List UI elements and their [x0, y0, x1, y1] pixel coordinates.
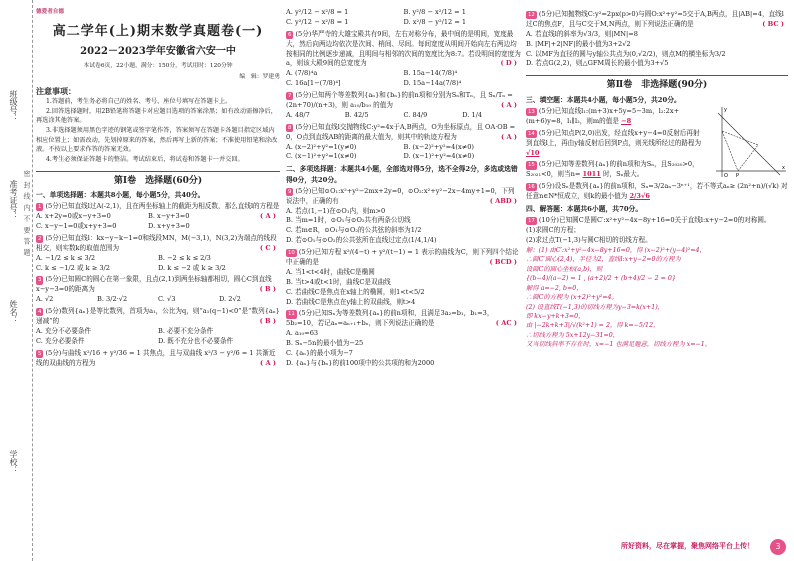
question-number: 6: [288, 31, 292, 38]
option: C. 84/9: [403, 110, 428, 119]
option: C. k ≤ −1/2 或 k ≥ 3/2: [36, 263, 110, 272]
answer-mark: ( ABD ): [489, 196, 517, 205]
question-text: (5分)已知直线l过A(-2,1)，且在两坐标轴上的截距为相反数，那么直线l的方程是: [45, 202, 280, 211]
question-12: [526, 10, 788, 69]
question-number: 17: [528, 218, 535, 225]
option: B. (x−2)²+y²=4(x≠0): [403, 142, 474, 151]
option: B. 当m=1时，⊙O₁与⊙O₂共有两条公切线: [286, 216, 411, 225]
solution-line: 解：(1) 由C′:x²+y²−4x−8y+16=0，得 (x−2)²+(y−4)²=4，: [526, 246, 706, 254]
option: D. x+y+3=0: [148, 222, 190, 230]
question-text: (5分)已知Sₙ为等差数列{aₙ}的前n项和，且满足3a₂=b₁，b₁=3，5b₂=10，若记aₙ=aₙ₊₁+bₙ，则下列说法正确的是: [286, 309, 494, 328]
school-label: 学校：: [9, 450, 18, 474]
question-2: [36, 234, 280, 274]
page-subtitle: 2022－2023学年安徽省六安一中: [80, 45, 236, 57]
part-3-heading: 三、填空题：本题共4小题，每小题5分，共20分。: [526, 95, 681, 104]
note-item: 1.答题前，考生务必将自己的姓名、考号、座位号填写在答题卡上。: [46, 98, 232, 106]
id-label: 准考证号：: [9, 180, 18, 220]
header-tag: 德爱者自德: [36, 9, 64, 15]
question-number: 12: [528, 12, 535, 18]
solution-line: {(b−4)/(a−2) = 1 , (a+2)/2 + (b+4)/2 − 2 = 0}: [526, 275, 676, 283]
option: B. 必要不充分条件: [158, 326, 214, 335]
option: B. 15a−14(7/8)⁴: [403, 69, 458, 78]
question-tail: 时，Sₙ最大。: [602, 170, 644, 179]
question-number: 9: [288, 188, 292, 195]
svg-text:y: y: [724, 107, 727, 114]
option: D. (x−1)²+y²=4(x≠0): [403, 152, 475, 161]
option: B. Sₙ−5n的最小值为−25: [286, 339, 364, 348]
option: A. 若点(1,−1)在⊙O₁内，则m>0: [286, 206, 386, 215]
sub-question: (1)求圆C的方程；: [526, 226, 580, 235]
option: C. 充分必要条件: [36, 336, 85, 345]
question-text: (5分)华严寺的大雄宝殿共有9间，左右对称分布，最中间的是明间，宽度最大，然后向两边均依次是次间、梢间、尽间。每间宽度从明间开始向左右两边均按相同的比例逐步递减，且明间与相邻的次间的宽度比为8:7。若设明间的宽度为a，则该大殿9间的总宽度为: [286, 29, 521, 68]
option: A. (7/8)⁴a: [286, 69, 318, 78]
option: B. 42/5: [344, 110, 369, 119]
svg-text:x: x: [782, 165, 785, 172]
solution-line: ∴切线方程为 5x+12y−31=0，: [526, 331, 620, 339]
question-5-options: [286, 8, 521, 28]
question-1: [36, 202, 280, 232]
part-4-heading: 四、解答题：本题共6小题，共70分。: [526, 205, 643, 214]
page-title: 高二学年(上)期末数学真题卷(一): [52, 24, 264, 40]
solution-line: 即 kx−y+k+3=0，: [526, 312, 585, 320]
part-1-heading: 一、单项选择题：本题共8小题，每小题5分，共40分。: [36, 191, 205, 200]
option: C. √3: [158, 295, 176, 304]
option: C. 16a[1−(7/8)⁴]: [286, 79, 341, 88]
handwritten-solution: [526, 246, 788, 350]
option: A. √2: [36, 295, 54, 304]
svg-text:P: P: [736, 173, 740, 180]
answer-mark: ( B ): [259, 285, 276, 294]
option: D. 若曲线C是焦点在y轴上的双曲线，则t>4: [286, 297, 416, 306]
option: A. x+2y=0或x−y+3=0: [36, 212, 111, 221]
answer-blank: 1011: [582, 170, 601, 179]
option: A. −1/2 ≤ k ≤ 3/2: [36, 253, 96, 262]
question-number: 15: [528, 162, 535, 169]
solution-line: 设圆C的圆心坐标(a,b)，则: [526, 265, 603, 273]
question-number: 3: [38, 277, 42, 284]
answer-mark: ( A ): [501, 132, 517, 141]
question-3: [36, 275, 280, 305]
editor-line: 编 辑：罗建勇: [239, 73, 280, 80]
section-1-title: 第Ⅰ卷 选择题(60分): [36, 171, 280, 189]
option: B. x−y+3=0: [148, 212, 190, 221]
page-number-badge: 3: [770, 539, 786, 555]
option: D. 若点G(2,2)，则△GFM周长的最小值为3+√5: [526, 59, 669, 68]
exam-meta: 本试卷6页，22小题，满分：150分，考试用时：120分钟: [83, 62, 233, 69]
note-item: 4.考生必须保证答题卡的整洁。考试结束后，将试卷和答题卡一并交回。: [46, 155, 244, 163]
solution-line: 又当切线斜率不存在时，x=−1 也满足题意，切线方程为 x=−1。: [526, 341, 712, 349]
question-17: [526, 216, 788, 246]
sub-question: (2)求过点T(−1,3)与圆C相切的切线方程。: [526, 236, 652, 245]
question-number: 4: [38, 309, 42, 316]
question-10: [286, 248, 521, 307]
question-6: [286, 30, 521, 89]
question-text: (5分)已知直线l：kx−y−k−1=0和线段MN，M(−3,1)，N(3,2)为端点的线段相交，则实数k的取值范围为: [36, 233, 277, 252]
option: A. 充分不必要条件: [36, 326, 92, 335]
answer-mark: ( AC ): [495, 319, 517, 328]
option: D. 1/4: [462, 110, 483, 119]
option: D. x²/8 − y²/12 = 1: [403, 17, 467, 26]
svg-text:O: O: [724, 173, 728, 180]
option: A. 48/7: [286, 110, 310, 119]
part-2-heading: 二、多项选择题：本题共4小题，全部选对得5分，选不全得2分，多选或选错得0分，共20分。: [286, 165, 518, 184]
column-3: [526, 8, 788, 350]
question-text: (10分)已知圆C是圆C′:x²+y²−4x−8y+16=0关于直线l:x+y−2=0的对称圆。: [538, 216, 771, 225]
option: C. 以MF为直径的圆与y轴公共点为(0,√2/2)，则点M的横坐标为3/2: [526, 49, 726, 58]
solution-line: ∴圆C的方程为 (x+2)²+y²=4。: [526, 294, 618, 302]
question-number: 14: [528, 130, 535, 137]
answer-blank: √10: [526, 148, 540, 157]
class-label: 班级号：: [9, 90, 18, 122]
question-text: (5分)已知等差数列{aₙ}的前n项和为Sₙ，且S₂₀₂₀>0，S₂₀₂₁<0，则当n=: [526, 160, 699, 179]
option: C. 若m∈R，⊙O₁与⊙O₂的公共弦的斜率为1/2: [286, 226, 422, 235]
question-number: 8: [288, 124, 292, 131]
question-text: (5分)已知直线l交抛物线C:y²=4x于A,B两点，O为坐标原点，且 OA·OB = 0，O点到直线AB的距离的最大值为，则其中的轨迹方程为: [286, 122, 516, 141]
question-11: [286, 309, 521, 368]
option: C. y²/12 − x²/8 = 1: [286, 17, 349, 26]
option: C. (x−1)²+y²=1(x≠0): [286, 152, 357, 161]
answer-mark: ( A ): [260, 212, 276, 221]
question-number: 11: [288, 311, 295, 318]
answer-mark: ( BCD ): [489, 257, 517, 266]
option: D. 若⊙O₁与⊙O₂的公共弦所在直线过定点(1/4,1/4): [286, 236, 437, 245]
option: D. 既不充分也不必要条件: [158, 336, 234, 345]
question-text: (5分)已知直线l₁:(m+3)x+5y=5−3m，l₂:2x+(m+6)y=8，l₁∥l₂，则m的值是: [526, 107, 680, 125]
name-label: 姓名：: [9, 300, 18, 324]
note-item: 2.回答选择题时，用2B铅笔将答题卡对应题目选项的答案涂黑；如有改动需擦净后，再选涂其他答案。: [36, 107, 277, 125]
question-number: 10: [288, 250, 295, 257]
option: B. −2 ≤ k ≤ 2/3: [158, 253, 211, 262]
question-text: (5分)已知圆C的圆心在第一象限，且点(2,1)到两坐标轴都相切，圆心C到直线x−y−3=0的距离为: [36, 275, 272, 294]
option: D. 2√2: [219, 295, 241, 304]
question-number: 7: [288, 93, 292, 100]
option: A. (x−2)²+y²=1(y≠0): [286, 142, 357, 151]
footer-slogan: 所好资料，尽在掌握，聚焦网络平台上传！: [621, 541, 754, 550]
answer-blank: −8: [621, 116, 632, 125]
answer-blank: 2/3√6: [629, 192, 650, 201]
binding-strip: [0, 0, 33, 561]
question-16: [526, 182, 788, 202]
option: B. |MF|+2|NF|的最小值为3+2√2: [526, 39, 631, 48]
answer-mark: ( A ): [501, 101, 517, 110]
question-text: (5分)已知两个等差数列{aₙ}和{bₙ}的前n项和分别为Sₙ和Tₙ，且 Sₙ/Tₙ = (2n+70)/(n+3)，则 a₁₀/b₁₀ 的值为: [286, 91, 513, 110]
option: A. a₁₀=63: [286, 329, 319, 338]
option: D. 15a−14a(7/8)⁴: [403, 79, 462, 88]
question-4: [36, 307, 280, 347]
question-8: [286, 123, 521, 163]
column-1: [36, 8, 280, 368]
solution-line: 由 |−2k+k+3|/√(k²+1) = 2，得 k=−5/12，: [526, 322, 660, 330]
option: B. 3/2·√2: [97, 295, 128, 304]
notes-heading: 注意事项：: [36, 86, 76, 97]
question-7: [286, 91, 521, 121]
option: D. {aₙ}与{bₙ}的前100项中的公共项的和为2000: [286, 358, 435, 367]
question-number: 16: [528, 184, 535, 191]
note-item: 3.非选择题须用黑色字迹的钢笔或签字笔作答，答案须写在答题卡各题目指定区域内相应位置上；如需改动，先划掉原来的答案，然后再写上新的答案；不准使用铅笔和涂改液。不按以上要求作答的答案无效。: [36, 127, 278, 154]
question-text: (5分)已知⊙O₁:x²+y²−2mx+2y=0，⊙O₂:x²+y²−2x−4my+1=0，下列说法中，正确的有: [286, 186, 515, 205]
option: C. {aₙ}的最小项为−7: [286, 348, 353, 357]
option: C. x−y−1=0或x+y+3=0: [36, 222, 117, 230]
question-text: (5分)已知点P(2,0)出发，经直线x+y−4=0反射后再射到直线l上，再由y轴反射后回到P点，则光线所经过的路程为: [526, 128, 702, 147]
question-5: [36, 349, 280, 369]
answer-mark: ( C ): [259, 243, 276, 252]
section-2-title: 第Ⅱ卷 非选择题(90分): [526, 75, 788, 93]
question-number: 2: [38, 235, 42, 242]
answer-mark: ( B ): [259, 317, 276, 326]
answer-mark: ( A ): [260, 358, 276, 367]
seal-line-text: 密 封 线 内 不 要 答 题: [23, 170, 31, 257]
option: A. 当1<t<4时，曲线C是椭圆: [286, 267, 375, 276]
question-text: (5分)已知抛物线C:y²=2px(p>0)与圆O:x²+y²=5交于A,B两点，且|AB|=4，直线l过C的焦点F，且与C交于M,N两点，则下列说法正确的是: [526, 10, 784, 28]
solution-line: 解得 a=−2, b=0，: [526, 284, 583, 292]
answer-mark: ( BC ): [762, 19, 784, 28]
question-text: (5分)与曲线 x²/16 + y²/36 = 1 共焦点，且与双曲线 x²/3 − y²/6 = 1 共渐近线的双曲线的方程为: [36, 348, 276, 367]
question-9: [286, 187, 521, 246]
reflection-diagram: [708, 105, 788, 179]
option: A. 若直线l的斜率为√3/3，则|MN|=8: [526, 29, 638, 38]
question-text: (5分)数列{aₙ}是等比数列，首项为a₁，公比为q，则“a₁(q−1)<0”是“数列{aₙ}递减”的: [36, 307, 280, 326]
question-number: 13: [528, 109, 535, 116]
option: B. 当t>4或t<1时，曲线C是双曲线: [286, 277, 391, 286]
question-number: 5: [38, 350, 42, 357]
option: B. y²/8 − x²/12 = 1: [403, 8, 466, 16]
column-2: [286, 8, 521, 369]
solution-line: ∴圆C′圆心(2,4)，半径为2，直线l:x+y−2=0的方程为: [526, 256, 681, 264]
answer-mark: ( D ): [500, 59, 517, 68]
option: D. k ≤ −2 或 k ≥ 3/2: [158, 263, 226, 272]
question-number: 1: [38, 204, 42, 211]
option: C. 若曲线C是焦点在x轴上的椭圆，则1<t<5/2: [286, 287, 425, 296]
question-text: (5分)设Sₙ是数列{aₙ}的前n项和，Sₙ=3/2aₙ−3ⁿ⁺¹，若不等式aₙ≥ (2n²+n)/(√k) 对任意n∈N*恒成立，则k的最小值为: [526, 182, 788, 201]
option: A. y²/12 − x²/8 = 1: [286, 8, 349, 16]
solution-line: (2) 设直线T(−1,3)的切线方程为y−3=k(x+1)，: [526, 303, 664, 311]
question-text: (5分)已知方程 x²/(4−t) + y²/(t−1) = 1 表示的曲线为C，则下列四个结论中正确的是: [286, 248, 519, 266]
